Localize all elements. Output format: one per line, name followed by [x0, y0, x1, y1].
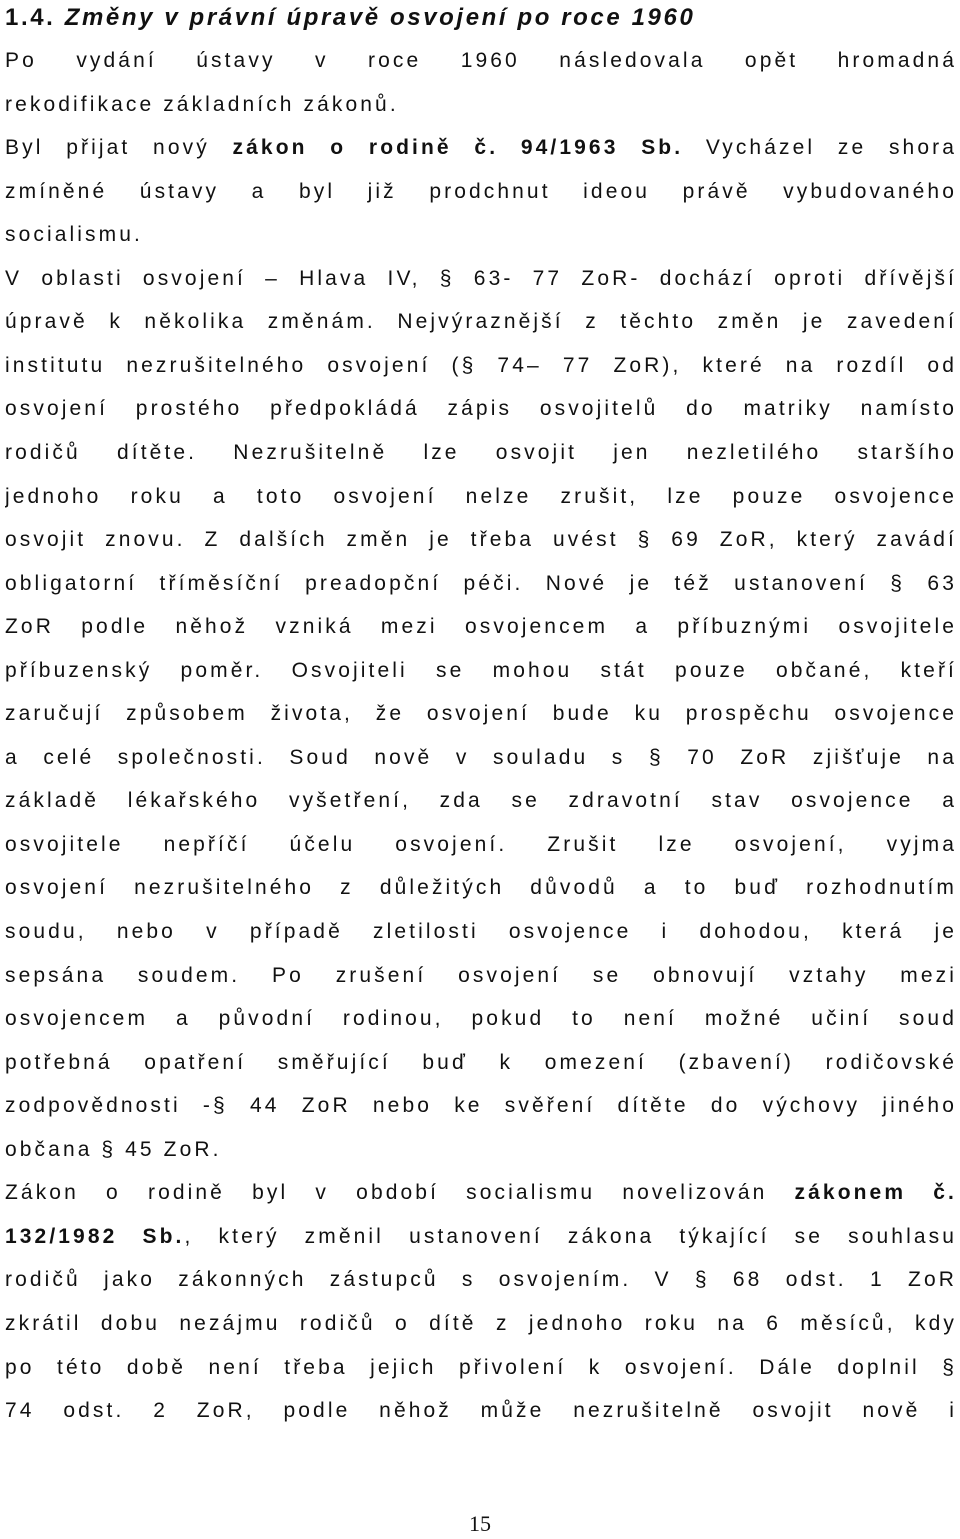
text-segment: po této době není třeba jejich přivolení k osvojení. Dále doplnil §: [5, 1355, 957, 1379]
text-line: [5, 1395, 957, 1427]
text-line: [5, 524, 957, 556]
text-segment: osvojencem a původní rodinou, pokud to není možné učiní soud: [5, 1007, 957, 1031]
text-segment: rodičů dítěte. Nezrušitelně lze osvojit jen nezletilého staršího: [5, 440, 957, 464]
text-segment: V oblasti osvojení – Hlava IV, § 63- 77 ZoR- dochází oproti dřívější: [5, 266, 957, 290]
text-segment: socialismu.: [5, 223, 143, 247]
text-line: [5, 872, 957, 904]
text-line: [5, 1134, 957, 1166]
text-line: [5, 1003, 957, 1035]
text-segment: 74 odst. 2 ZoR, podle něhož může nezrušitelně osvojit nově i: [5, 1399, 957, 1422]
text-line: [5, 1090, 957, 1122]
bold-text-segment: zákonem č.: [794, 1181, 957, 1205]
text-segment: institutu nezrušitelného osvojení (§ 74– 77 ZoR), které na rozdíl od: [5, 353, 957, 377]
section-heading: [5, 2, 955, 34]
text-segment: Po vydání ústavy v roce 1960 následovala opět hromadná: [5, 49, 957, 72]
text-segment: zaručují způsobem života, že osvojení bude ku prospěchu osvojence: [5, 702, 957, 726]
text-line: [5, 785, 957, 817]
text-line: [5, 1352, 957, 1384]
text-segment: ZoR podle něhož vzniká mezi osvojencem a příbuznými osvojitele: [5, 615, 957, 639]
text-segment: rodičů jako zákonných zástupců s osvojením. V § 68 odst. 1 ZoR: [5, 1268, 957, 1292]
text-segment: , který změnil ustanovení zákona týkající se souhlasu: [184, 1224, 957, 1248]
text-segment: sepsána soudem. Po zrušení osvojení se obnovují vztahy mezi: [5, 963, 957, 987]
text-line: [5, 481, 957, 513]
text-segment: a celé společnosti. Soud nově v souladu s § 70 ZoR zjišťuje na: [5, 745, 957, 769]
text-line: [5, 219, 957, 251]
text-line: [5, 350, 957, 382]
text-segment: potřebná opatření směřující buď k omezení (zbavení) rodičovské: [5, 1050, 957, 1074]
text-line: [5, 611, 957, 643]
text-segment: zodpovědnosti -§ 44 ZoR nebo ke svěření dítěte do výchovy jiného: [5, 1094, 957, 1118]
text-line: [5, 742, 957, 774]
section-number: 1.4.: [5, 4, 56, 31]
text-line: [5, 655, 957, 687]
section-title: Změny v právní úpravě osvojení po roce 1960: [64, 4, 696, 31]
text-segment: osvojení nezrušitelného z důležitých důvodů a to buď rozhodnutím: [5, 876, 957, 900]
text-segment: osvojitele nepříčí účelu osvojení. Zrušit lze osvojení, vyjma: [5, 832, 957, 856]
text-line: [5, 1177, 957, 1209]
text-line: [5, 45, 957, 77]
text-line: [5, 176, 957, 208]
text-line: [5, 393, 957, 425]
text-segment: jednoho roku a toto osvojení nelze zrušit, lze pouze osvojence: [5, 484, 957, 508]
text-line: [5, 132, 957, 164]
bold-text-segment: 132/1982 Sb.: [5, 1224, 185, 1248]
text-line: [5, 829, 957, 861]
text-line: [5, 437, 957, 469]
text-segment: občana § 45 ZoR.: [5, 1137, 222, 1161]
text-segment: Byl přijat nový: [5, 136, 233, 160]
text-segment: soudu, nebo v případě zletilosti osvojence i dohodou, která je: [5, 920, 957, 943]
text-line: [5, 698, 957, 730]
text-segment: Vycházel ze shora: [683, 136, 957, 160]
text-segment: obligatorní tříměsíční preadopční péči. Nové je též ustanovení § 63: [5, 571, 957, 595]
text-line: [5, 263, 957, 295]
text-line: [5, 1264, 957, 1296]
text-line: [5, 306, 957, 338]
page-number: 15: [469, 1511, 491, 1536]
text-segment: úpravě k několika změnám. Nejvýraznější z těchto změn je zavedení: [5, 310, 957, 334]
text-segment: Zákon o rodině byl v období socialismu novelizován: [5, 1181, 795, 1205]
text-segment: základě lékařského vyšetření, zda se zdravotní stav osvojence a: [5, 789, 957, 813]
text-line: [5, 568, 957, 600]
text-line: [5, 1308, 957, 1340]
text-segment: zkrátil dobu nezájmu rodičů o dítě z jednoho roku na 6 měsíců, kdy: [5, 1311, 957, 1335]
text-line: [5, 1221, 957, 1253]
text-line: [5, 89, 957, 121]
text-segment: osvojení prostého předpokládá zápis osvojitelů do matriky namísto: [5, 397, 957, 421]
text-segment: osvojit znovu. Z dalších změn je třeba uvést § 69 ZoR, který zavádí: [5, 528, 957, 551]
text-segment: rekodifikace základních zákonů.: [5, 92, 399, 116]
text-segment: příbuzenský poměr. Osvojiteli se mohou stát pouze občané, kteří: [5, 658, 957, 682]
text-line: [5, 1047, 957, 1079]
text-segment: zmíněné ústavy a byl již prodchnut ideou právě vybudovaného: [5, 179, 957, 203]
bold-text-segment: zákon o rodině č. 94/1963 Sb.: [232, 136, 684, 160]
text-line: [5, 960, 957, 992]
text-line: [5, 916, 957, 948]
